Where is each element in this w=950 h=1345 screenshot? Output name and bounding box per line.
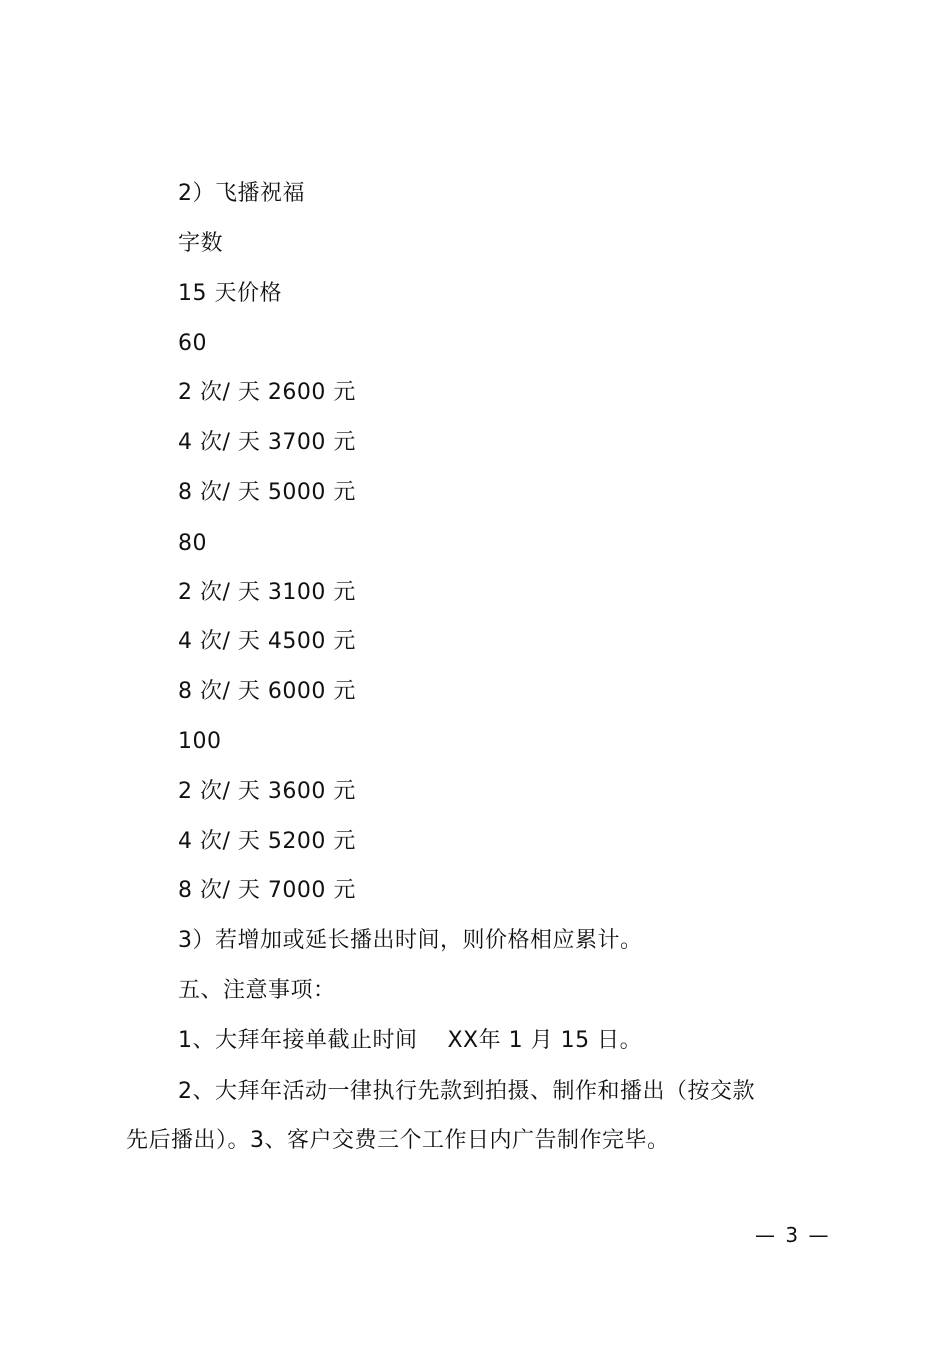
tier-100-price-8x: 8 次/ 天 7000 元 (178, 878, 356, 903)
tier-80-price-2x: 2 次/ 天 3100 元 (178, 580, 356, 605)
note-item-2-3: 2、大拜年活动一律执行先款到拍摄、制作和播出（按交款先后播出）。3、客户交费三个工作日内广告制作完毕。 (126, 1079, 755, 1153)
tier-words-100: 100 (178, 729, 222, 754)
tier-100-price-2x: 2 次/ 天 3600 元 (178, 779, 356, 804)
tier-words-60: 60 (178, 331, 207, 356)
label-15-day-price: 15 天价格 (178, 281, 282, 306)
tier-60-price-2x: 2 次/ 天 2600 元 (178, 380, 356, 405)
note-item-1: 1、大拜年接单截止时间 XX年 1 月 15 日。 (178, 1028, 643, 1053)
tier-100-price-4x: 4 次/ 天 5200 元 (178, 829, 356, 854)
tier-60-price-4x: 4 次/ 天 3700 元 (178, 430, 356, 455)
page-number: — 3 — (755, 1223, 831, 1247)
section-3-text: 3）若增加或延长播出时间，则价格相应累计。 (178, 928, 643, 953)
tier-80-price-8x: 8 次/ 天 6000 元 (178, 679, 356, 704)
label-word-count: 字数 (178, 231, 224, 256)
tier-words-80: 80 (178, 531, 207, 556)
notes-heading: 五、注意事项： (178, 978, 336, 1003)
tier-80-price-4x: 4 次/ 天 4500 元 (178, 629, 356, 654)
section-2-heading: 2）飞播祝福 (178, 181, 305, 206)
tier-60-price-8x: 8 次/ 天 5000 元 (178, 480, 356, 505)
